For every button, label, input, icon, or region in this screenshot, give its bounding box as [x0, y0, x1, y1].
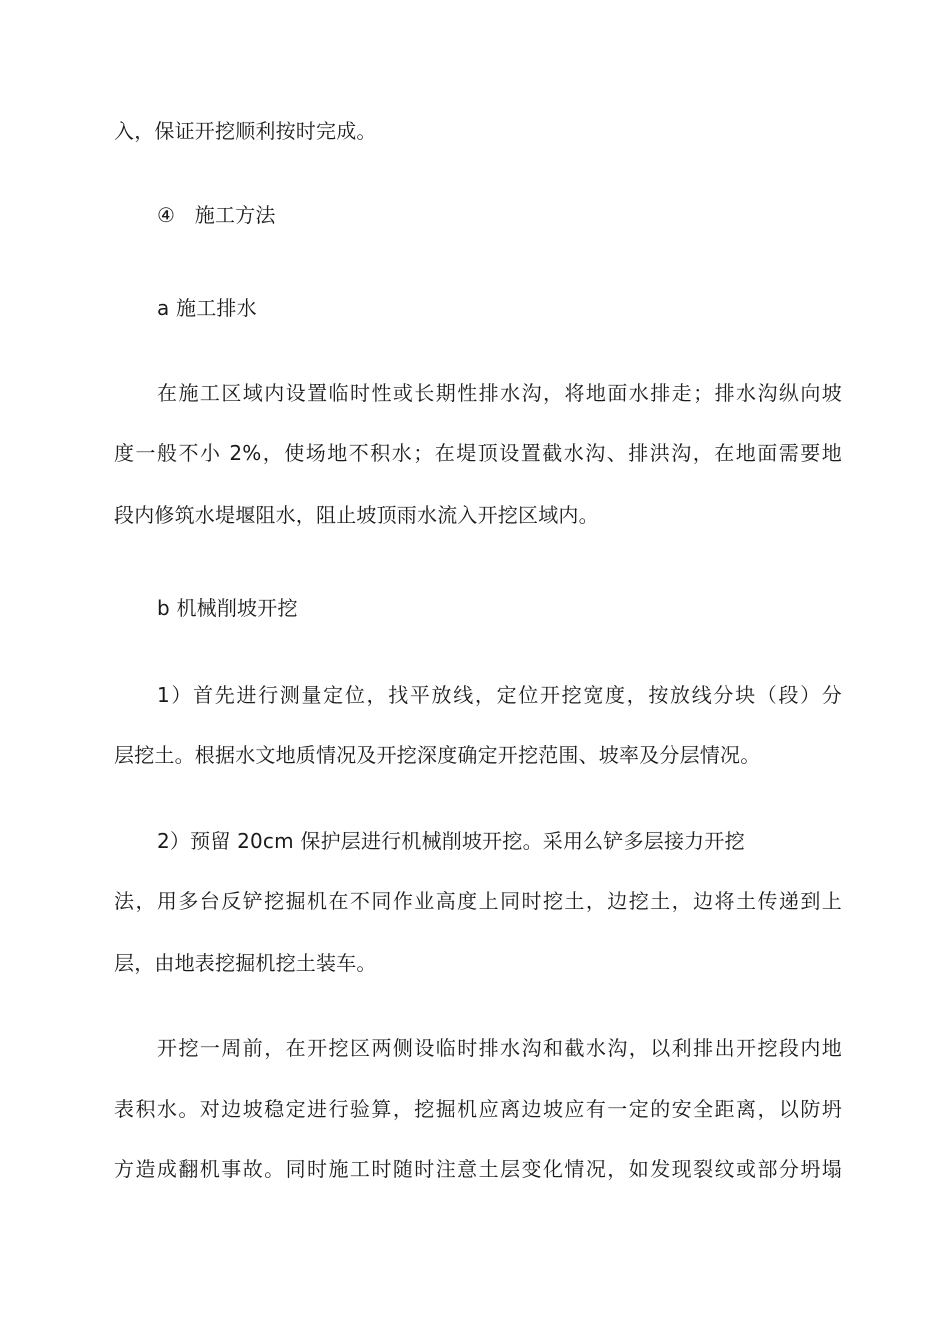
step-2-line-3: 层，由地表挖掘机挖土装车。 [114, 951, 377, 975]
pre-excavation-paragraph-line-3: 方造成翻机事故。同时施工时随时注意土层变化情况，如发现裂纹或部分坍塌 [114, 1157, 842, 1181]
subheading-a-drainage: a 施工排水 [157, 296, 257, 320]
section-heading-construction-method: ④ 施工方法 [157, 203, 276, 227]
step-2-line-1: 2）预留 20cm 保护层进行机械削坡开挖。采用么铲多层接力开挖 [157, 829, 745, 853]
paragraph-continuation-line: 入，保证开挖顺利按时完成。 [114, 119, 377, 143]
subheading-b-mechanical-excavation: b 机械削坡开挖 [157, 596, 298, 620]
step-1-line-1: 1）首先进行测量定位，找平放线，定位开挖宽度，按放线分块（段）分 [157, 683, 842, 707]
drainage-paragraph-line-2: 度一般不小 2%，使场地不积水；在堤顶设置截水沟、排洪沟，在地面需要地 [114, 441, 842, 465]
drainage-paragraph-line-3: 段内修筑水堤堰阻水，阻止坡顶雨水流入开挖区域内。 [114, 503, 599, 527]
step-1-line-2: 层挖土。根据水文地质情况及开挖深度确定开挖范围、坡率及分层情况。 [114, 743, 761, 767]
drainage-paragraph-line-1: 在施工区域内设置临时性或长期性排水沟，将地面水排走；排水沟纵向坡 [157, 381, 842, 405]
pre-excavation-paragraph-line-2: 表积水。对边坡稳定进行验算，挖掘机应离边坡应有一定的安全距离，以防坍 [114, 1097, 842, 1121]
step-2-line-2: 法，用多台反铲挖掘机在不同作业高度上同时挖土，边挖土，边将土传递到上 [114, 889, 842, 913]
pre-excavation-paragraph-line-1: 开挖一周前，在开挖区两侧设临时排水沟和截水沟，以利排出开挖段内地 [157, 1036, 842, 1060]
